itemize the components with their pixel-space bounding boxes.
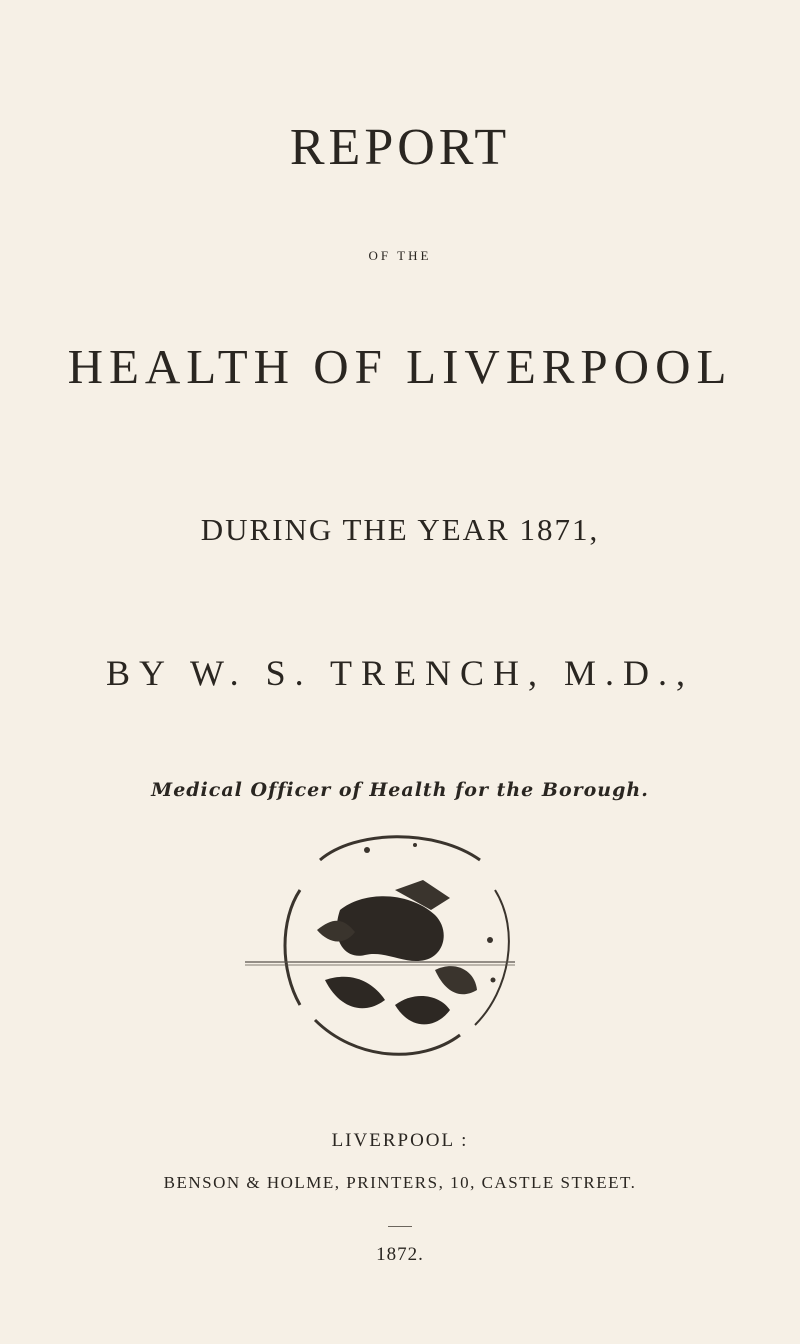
author-line: BY W. S. TRENCH, M.D.,	[105, 653, 695, 693]
divider-rule	[388, 1226, 412, 1227]
subject-title: HEALTH OF LIVERPOOL	[67, 339, 733, 394]
liverpool-seal-icon	[245, 820, 535, 1070]
publication-city: LIVERPOOL :	[331, 1130, 469, 1151]
period-text: DURING THE YEAR 1871,	[200, 512, 600, 547]
publication-year: 1872.	[376, 1244, 424, 1265]
report-heading: REPORT	[289, 119, 511, 176]
printer-line: BENSON & HOLME, PRINTERS, 10, CASTLE STREET.	[163, 1173, 637, 1192]
connector-text: OF THE	[368, 248, 432, 263]
office-title: Medical Officer of Health for the Borough.	[151, 779, 649, 801]
